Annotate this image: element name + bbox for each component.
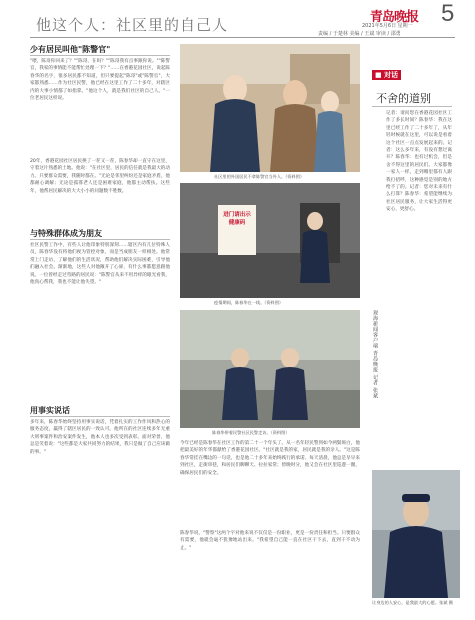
page-header xyxy=(0,0,475,40)
page-number: 5 xyxy=(441,0,455,27)
dateline: 2021年5月6日 星期一 xyxy=(362,23,413,29)
section1-body-continued: 20年，香港花园社区居民换了一茬又一茬，陈春华却一直守在这里，守着这片熟悉的土地。他说："在社区里，居民的信任就是我最大的动力。只要群众需要，我随时都在。"无论是邻里纠纷还是家庭矛盾，他都耐心调解；无论是孤寡老人还是困难家庭，他都主动帮扶。这些年，他帮居民解决的大大小小的问题数不胜数。 xyxy=(30,159,170,194)
section1-rule xyxy=(30,55,170,56)
section3-title: 用事实说话 xyxy=(30,406,70,415)
page-headline: 他这个人：社区里的自己人 xyxy=(36,16,229,34)
photo-foreign-residents-art xyxy=(180,44,360,172)
sidebar-qa: 记者：请问您在香港花园社区工作了多长时间？陈春华：我在这里已经工作了二十多年了，从年轻时候就在这里，可以说是看着这个社区一点点发展起来的。记者：这么多年来，有没有想过离开？陈春华：也有过机会，但是舍不得这里的居民们。大家都像一家人一样，走到哪里都有人跟我打招呼，这种感觉是别的地方给不了的。记者：您对未来有什么打算？陈春华：希望能继续为社区居民服务，让大家生活得更安心、更舒心。 xyxy=(386,111,452,213)
photo2-caption: 疫情期间，陈春华在一线。（资料图） xyxy=(214,300,284,305)
middle-body-continued: 陈春华说，"警察"这两个字对他来说不仅仅是一份职业，更是一份责任和担当。只要群众有需要，他就会毫不犹豫地站出来。"我希望自己能一直在社区干下去，直到干不动为止。" xyxy=(180,531,360,551)
checkpoint-sign: 进门请出示健康码 xyxy=(223,212,251,226)
dialogue-tag: ■ 对话 xyxy=(372,70,401,80)
portrait-caption: 让身边的人安心，是我最大的心愿。张斌 摄 xyxy=(372,600,453,605)
editor-credits: 责编 / 于楚林 美编 / 王斌 审读 / 邵勇 xyxy=(318,31,401,37)
sidebar-title: 不舍的道别 xyxy=(376,92,431,105)
middle-body: 今年已经是陈春华在社区工作的第二十一个年头了。从一名年轻民警到如今两鬓斑白，他把最美好的年华都献给了香港花园社区。"社区就是我的家，居民就是我的亲人。"这是陈春华常挂在嘴边的一句话，也是他二十多年来始终践行的承诺。每天清晨，他总是早早来到社区，走街串巷，和居民们聊聊天、拉拉家常；傍晚时分，他又会在社区里巡逻一圈，确保居民们的安全。 xyxy=(180,441,360,476)
photo-community-art xyxy=(180,310,360,428)
section2-title: 与特殊群体成为朋友 xyxy=(30,229,102,238)
photo-epidemic-checkpoint xyxy=(180,183,360,298)
section3-body: 多年来，陈春华始终坚持用事实说话，凭着扎实的工作作风和热心的服务态度，赢得了辖区居民的一致认可。他所在的社区连续多年无重大刑事案件和治安案件发生，他本人也多次受到表彰。面对荣誉，他总是笑着说："这些都是大家共同努力的结果，我只是做了自己应该做的事。" xyxy=(30,420,170,455)
section1-title: 少有居民叫他"陈警官" xyxy=(30,45,111,54)
photo-foreign-residents xyxy=(180,44,360,172)
sidebar-byline: 观海新闻客户端 青岛晚报 记者 张斌 xyxy=(372,310,378,399)
sidebar-rule xyxy=(372,106,452,107)
photo-epidemic-art xyxy=(180,183,360,298)
newspaper-masthead: 青岛晚报 xyxy=(370,10,419,25)
photo1-caption: 社区里的外国居民不拿陈警官当外人。（资料图） xyxy=(214,174,305,179)
section2-rule xyxy=(30,239,170,240)
section2-body: 社区民警工作中，有些人让他印象特别深刻……辖区内有几位特殊人员，陈春华没有将他们视为管控对象，而是当成朋友一样相处。他常常上门走访，了解他们的生活状况，帮助他们解决实际困难，引导他们融入社会。渐渐地，这些人对他敞开了心扉，有什么事都愿意跟他说。一位曾经走过弯路的居民说："陈警官从来不用异样的眼光看我，他真心帮我，我也不能让他失望。" xyxy=(30,243,170,286)
photo3-caption: 陈春华带着民警社区民警走访。（资料图） xyxy=(212,430,290,435)
photo-community-visit xyxy=(180,310,360,428)
section1-body: "喂，陈哥你回来了？""陈哥，在吗？""陈哥我有点事跟你说。""陈警官，我家的事情能不能帮忙处理一下？"……在香港花园社区，说起陈春华的名字，很多居民都不知道，但只要提起"陈哥"或"陈警官"，大家都熟悉……作为社区民警，他已经在这里工作了二十多年，对辖区内的大事小情都了如指掌。"他这个人，就是我们社区的自己人。"一位老居民这样说。 xyxy=(30,59,170,102)
photo-portrait xyxy=(372,470,460,598)
photo-portrait-art xyxy=(372,470,460,598)
section3-rule xyxy=(30,416,170,417)
header-divider xyxy=(30,37,455,38)
